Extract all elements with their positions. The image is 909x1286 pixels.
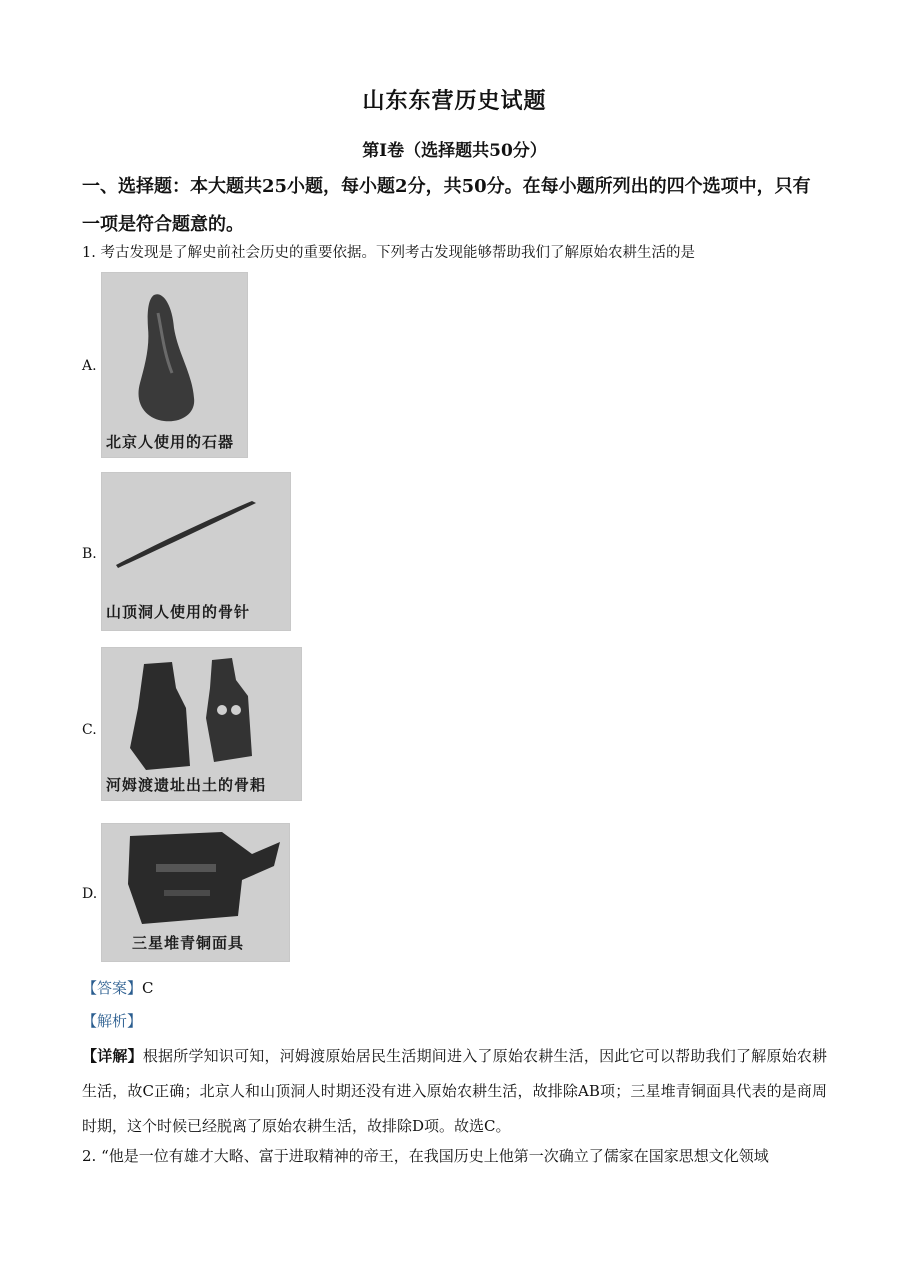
question-1-stem: 1. 考古发现是了解史前社会历史的重要依据。下列考古发现能够帮助我们了解原始农耕生活的是: [82, 245, 695, 261]
option-c-caption: 河姆渡遗址出土的骨耜: [106, 776, 267, 794]
answer-tag: 【答案】: [82, 979, 143, 997]
option-d-label: D.: [82, 886, 98, 902]
detail-text: 根据所学知识可知，河姆渡原始居民生活期间进入了原始农耕生活，因此它可以帮助我们了解原始农耕生活，故C正确；北京人和山顶洞人时期还没有进入原始农耕生活，故排除AB项；三星堆青铜面具代表的是商周时期，这个时候已经脱离了原始农耕生活，故排除D项。故选C。: [82, 1047, 827, 1135]
option-d-caption: 三星堆青铜面具: [132, 934, 245, 952]
paper-part-title: 第I卷（选择题共50分）: [362, 141, 547, 161]
option-b-caption: 山顶洞人使用的骨针: [106, 603, 251, 621]
answer-value: C: [142, 979, 154, 997]
option-c-image: [101, 647, 302, 801]
stone-tool-illustration: [102, 273, 247, 457]
analysis-tag: 【解析】: [82, 1012, 143, 1030]
question-2-stem: 2. “他是一位有雄才大略、富于进取精神的帝王，在我国历史上他第一次确立了儒家在国家思想文化领域: [82, 1147, 769, 1165]
option-d-image: [101, 823, 290, 962]
page-title: 山东东营历史试题: [362, 88, 547, 114]
option-b-label: B.: [82, 546, 97, 562]
section-heading: 一、选择题：本大题共25小题，每小题2分，共50分。在每小题所列出的四个选项中，只有一项是符合题意的。: [82, 176, 811, 235]
answer-row: [82, 977, 154, 998]
detail-tag: 【详解】: [82, 1047, 143, 1065]
option-a-image: [101, 272, 248, 458]
option-a-caption: 北京人使用的石器: [106, 433, 235, 451]
option-a-label: A.: [82, 358, 97, 374]
option-c-label: C.: [82, 722, 97, 738]
detail-paragraph: [82, 1039, 827, 1144]
option-b-image: [101, 472, 291, 631]
